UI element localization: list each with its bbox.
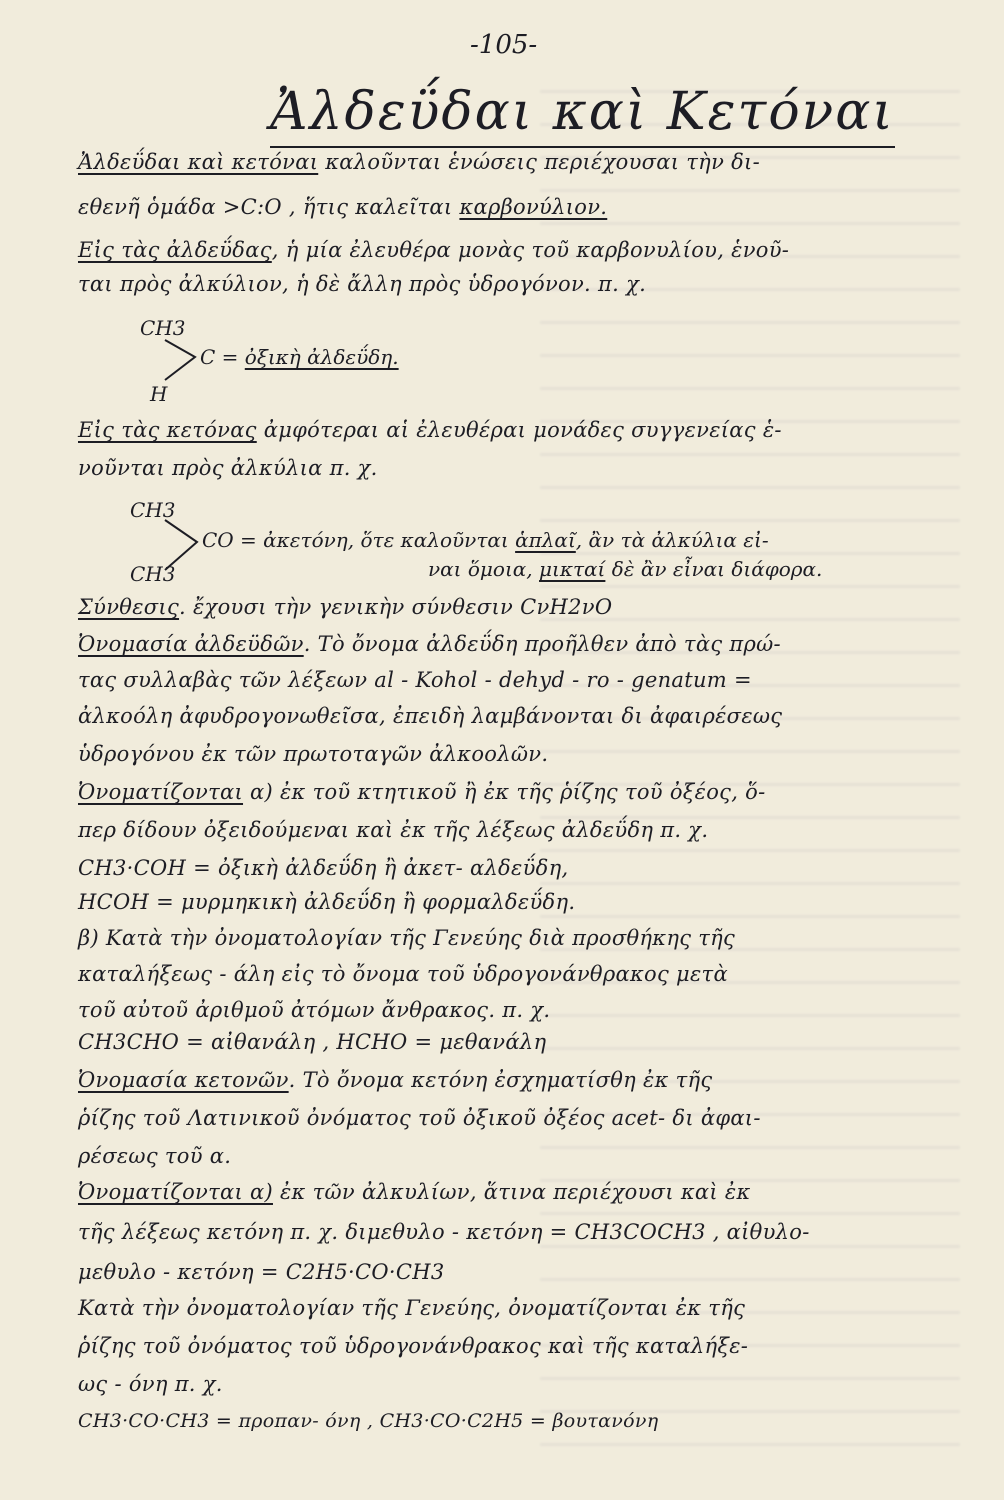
line-text: καταλήξεως - άλη εἰς τὸ ὄνομα τοῦ ὑδρογονάνθρακος μετὰ	[78, 962, 728, 986]
text-line	[78, 1220, 810, 1244]
line-text: τῆς λέξεως κετόνη π. χ. διμεθυλο - κετόνη = CH3COCH3 , αἰθυλο-	[78, 1220, 810, 1244]
line-text: τοῦ αὐτοῦ ἀριθμοῦ ἀτόμων ἄνθρακος. π. χ.	[78, 998, 551, 1022]
text-line	[78, 818, 708, 842]
line-text: , ἥτις καλεῖται	[281, 195, 460, 219]
rhs-text: δὲ ἂν εἶναι διάφορα.	[605, 557, 823, 581]
text-line	[78, 998, 550, 1022]
rhs-text: ναι ὅμοια,	[428, 557, 540, 581]
rhs-name: ὀξικὴ ἀλδεΰδη.	[244, 345, 399, 369]
text-line	[78, 1334, 748, 1358]
text-line	[78, 272, 646, 296]
text-line	[78, 1068, 713, 1092]
line-text: ἀλκοόλη ἀφυδρογονωθεῖσα, ἐπειδὴ λαμβάνονται δι ἀφαιρέσεως	[78, 704, 783, 728]
text-line	[78, 595, 612, 619]
text-line	[78, 418, 782, 442]
rhs-text: ἀκετόνη, ὅτε καλοῦνται	[263, 528, 516, 552]
text-line	[78, 1106, 761, 1130]
underlined-term: Σύνθεσις	[78, 595, 180, 619]
line-text: εθενῆ ὁμάδα	[78, 195, 223, 219]
line-text: CH3CHO = αἰθανάλη , HCHO = μεθανάλη	[78, 1030, 547, 1054]
line-text: Κατὰ τὴν ὀνοματολογίαν τῆς Γενεύης, ὀνοματίζονται ἐκ τῆς	[78, 1296, 746, 1320]
line-text: CH3·COH = ὀξικὴ ἀλδεΰδη ἢ ἀκετ- αλδεΰδη,	[78, 856, 569, 880]
bond-lines	[160, 335, 200, 385]
underlined-term: Ὀνοματίζονται	[78, 780, 244, 804]
bond-lines	[155, 515, 205, 575]
line-text: . Τὸ ὄνομα κετόνη ἐσχηματίσθη ἐκ τῆς	[288, 1068, 713, 1092]
underlined-term: Ὀνομασία ἀλδεϋδῶν	[78, 632, 304, 656]
rhs-prefix: C =	[200, 345, 245, 369]
line-text: ἀμφότεραι αἱ ἐλευθέραι μονάδες συγγενείας ἑ-	[256, 418, 782, 442]
text-line	[78, 962, 728, 986]
group-bottom: CH3	[130, 562, 176, 586]
rhs-prefix: CO =	[202, 528, 264, 552]
text-line	[78, 780, 766, 804]
line-text: ως - όνη π. χ.	[78, 1372, 223, 1396]
line-text: περ δίδουν ὀξειδούμεναι καὶ ἐκ τῆς λέξεως ἀλδεΰδη π. χ.	[78, 818, 709, 842]
text-line	[78, 632, 781, 656]
page-title: Ἀλδεΰδαι καὶ Κετόναι	[270, 82, 895, 148]
text-line	[78, 1410, 658, 1432]
text-line	[78, 1180, 751, 1204]
text-line	[78, 1260, 445, 1284]
bleed-through-texture	[540, 60, 960, 1460]
text-line	[78, 1144, 231, 1168]
text-line	[78, 890, 575, 914]
line-text: καλοῦνται ἑνώσεις περιέχουσαι τὴν δι-	[318, 150, 760, 174]
line-text: ται πρὸς ἀλκύλιον, ἡ δὲ ἄλλη πρὸς ὑδρογόνον. π. χ.	[78, 272, 647, 296]
underlined-term: καρβονύλιον.	[459, 195, 608, 219]
rhs-text: , ἂν τὰ ἀλκύλια εἰ-	[575, 528, 769, 552]
line-text: α) ἐκ τοῦ κτητικοῦ ἢ ἐκ τῆς ῥίζης τοῦ ὀξέος, ὅ-	[243, 780, 766, 804]
line-text: ὑδρογόνου ἐκ τῶν πρωτοταγῶν ἀλκοολῶν.	[78, 742, 549, 766]
underlined-term: μικταί	[539, 557, 606, 581]
text-line	[78, 1372, 223, 1396]
line-text: μεθυλο - κετόνη = C2H5·CO·CH3	[78, 1260, 445, 1284]
line-text: . ἔχουσι τὴν γενικὴν σύνθεσιν CνH2νO	[179, 595, 613, 619]
line-text: νοῦνται πρὸς ἀλκύλια π. χ.	[78, 456, 378, 480]
line-text: β) Κατὰ τὴν ὀνοματολογίαν τῆς Γενεύης διὰ προσθήκης τῆς	[78, 926, 736, 950]
text-line	[78, 926, 735, 950]
text-line	[78, 1030, 546, 1054]
text-line	[78, 704, 782, 728]
structure-rhs-line1	[202, 528, 769, 552]
group-bottom: H	[150, 382, 168, 406]
underlined-term: Ὀνοματίζονται α)	[78, 1180, 273, 1204]
page-number: -105-	[470, 30, 538, 60]
group-top: CH3	[140, 316, 186, 340]
text-line	[78, 150, 760, 174]
underlined-term: Εἰς τὰς ἀλδεΰδας	[78, 238, 272, 262]
underlined-term: Ἀλδεΰδαι καὶ κετόναι	[78, 150, 319, 174]
line-text: ἐκ τῶν ἀλκυλίων, ἅτινα περιέχουσι καὶ ἐκ	[272, 1180, 751, 1204]
underlined-term: Ὀνομασία κετονῶν	[78, 1068, 289, 1092]
line-text: HCOH = μυρμηκικὴ ἀλδεΰδη ἢ φορμαλδεΰδη.	[78, 890, 576, 914]
text-line	[78, 742, 548, 766]
text-line	[78, 456, 378, 480]
line-text: . Τὸ ὄνομα ἀλδεΰδη προῆλθεν ἀπὸ τὰς πρώ-	[303, 632, 781, 656]
line-text: τας συλλαβὰς τῶν λέξεων al - Kohol - dehyd - ro - genatum =	[78, 668, 752, 692]
text-line	[78, 668, 752, 692]
underlined-term: ἁπλαῖ	[515, 528, 576, 552]
carbonyl-formula: >C:O	[222, 195, 282, 219]
group-top: CH3	[130, 498, 176, 522]
structure-rhs-line2	[428, 557, 822, 581]
line-text: ῥίζης τοῦ ὀνόματος τοῦ ὑδρογονάνθρακος καὶ τῆς καταλήξε-	[78, 1334, 749, 1358]
text-line	[78, 1296, 745, 1320]
text-line	[78, 238, 789, 262]
text-line	[78, 856, 568, 880]
text-line	[78, 195, 607, 219]
line-text: ρέσεως τοῦ α.	[78, 1144, 232, 1168]
underlined-term: Εἰς τὰς κετόνας	[78, 418, 257, 442]
structure-rhs	[200, 345, 399, 369]
line-text: CH3·CO·CH3 = προπαν- όνη , CH3·CO·C2H5 = βουτανόνη	[78, 1410, 659, 1432]
line-text: ῥίζης τοῦ Λατινικοῦ ὀνόματος τοῦ ὀξικοῦ ὀξέος acet- δι ἀφαι-	[78, 1106, 761, 1130]
line-text: , ἡ μία ἐλευθέρα μονὰς τοῦ καρβονυλίου, ἑνοῦ-	[271, 238, 790, 262]
